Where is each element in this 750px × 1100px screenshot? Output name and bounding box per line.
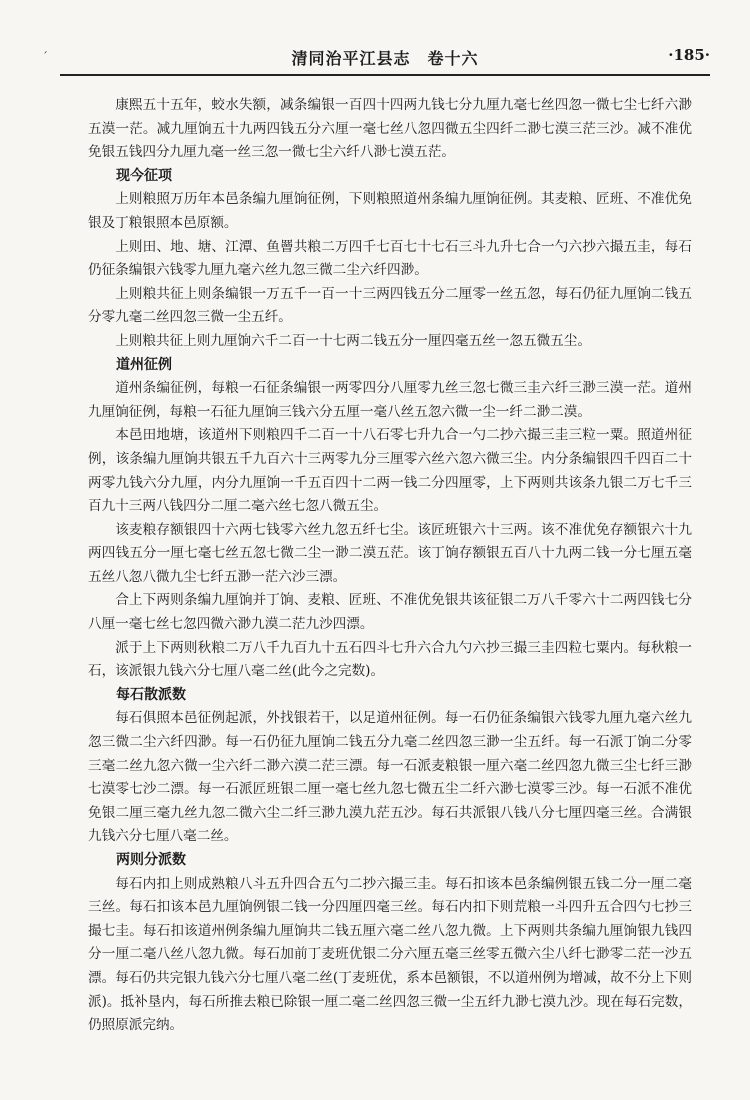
paragraph: 每石俱照本邑征例起派，外找银若干，以足道州征例。每一石仍征条编银六钱零九厘九毫六丝九忽三微二尘六纤四渺。每一石仍征九厘饷二钱五分九毫二丝四忽三渺一尘五纤。每一石派丁饷二分零三毫二丝九忽六微一尘六纤二渺六漠二茫三漂。每一石派麦粮银一厘六毫二丝四忽九微三尘七纤三渺七漠零七沙二漂。每一石派匠班银二厘一毫七丝九忽七微五尘二纤六渺七漠零三沙。每一石派不准优免银二厘三毫九丝九忽二微六尘二纤三渺九漠九茫五沙。每石共派银八钱八分七厘四毫三丝。合满银九钱六分七厘八毫二丝。: [88, 710, 692, 845]
paragraph: 上则粮共征上则条编银一万五千一百一十三两四钱五分二厘零一丝五忽，每石仍征九厘饷二钱五分零九毫二丝四忽三微一尘五纤。: [88, 285, 692, 326]
section-heading: 两则分派数: [116, 852, 186, 868]
paragraph: 上则粮照万历年本邑条编九厘饷征例，下则粮照道州条编九厘饷征例。其麦粮、匠班、不准优免银及丁粮银照本邑原额。: [88, 191, 692, 231]
page-body: [88, 94, 692, 1038]
page-header: [42, 42, 710, 72]
paragraph: 道州条编征例，每粮一石征条编银一两零四分八厘零九丝三忽七微三圭六纤三渺三漠一茫。道州九厘饷征例，每粮一石征九厘饷三钱六分五厘一毫八丝五忽六微一尘一纤二渺二漠。: [88, 380, 692, 420]
section-heading: 现今征项: [116, 167, 172, 184]
paragraph: 派于上下两则秋粮二万八千九百九十五石四斗七升六合九勺六抄三撮三圭四粒七粟内。每秋粮一石，该派银九钱六分七厘八毫二丝(此今之完数)。: [88, 639, 692, 680]
header-rule: [60, 74, 710, 76]
paragraph: 康熙五十五年，蛟水失额，减条编银一百四十四两九钱七分九厘九毫七丝四忽一微七尘七纤六渺五漠一茫。减九厘饷五十九两四钱五分六厘一毫七丝八忽四微五尘四纤二渺七漠三茫三沙。减不准优免银五钱四分九厘九毫一丝三忽一微七尘六纤八渺七漠五茫。: [88, 97, 692, 161]
paragraph: 本邑田地塘，该道州下则粮四千二百一十八石零七升九合一勺二抄六撮三圭三粒一粟。照道州征例，该条编九厘饷共银五千九百六十三两零九分三厘零六丝六忽六微三尘。内分条编银四千四百二十两零九钱六分九厘，内分九厘饷一千五百四十二两一钱二分四厘零，上下两则共该条九银二万七千三百九十三两八钱四分二厘二毫六丝七忽八微五尘。: [88, 427, 692, 515]
page-number: ·185·: [668, 46, 710, 64]
margin-mark: ˊ: [42, 50, 48, 64]
section-heading: 道州征例: [116, 356, 172, 373]
section-heading: 每石散派数: [116, 686, 186, 703]
paragraph: 该麦粮存额银四十六两七钱零六丝九忽五纤七尘。该匠班银六十三两。该不准优免存额银六十九两四钱五分一厘七毫七丝五忽七微二尘一渺二漠五茫。该丁饷存额银五百八十九两二钱一分七厘五毫五丝八忽八微九尘七纤五渺一茫六沙三漂。: [88, 521, 692, 585]
paragraph: 上则田、地、塘、江潭、鱼罾共粮二万四千七百七十七石三斗九升七合一勺六抄六撮五圭，每石仍征条编银六钱零九厘九毫六丝九忽三微二尘六纤四渺。: [88, 238, 692, 279]
page-title: 清同治平江县志 卷十六: [291, 49, 479, 68]
paragraph: 合上下两则条编九厘饷并丁饷、麦粮、匠班、不准优免银共该征银二万八千零六十二两四钱七分八厘一毫七丝七忽四微六渺九漠二茫九沙四漂。: [88, 592, 692, 633]
paragraph: 每石内扣上则成熟粮八斗五升四合五勺二抄六撮三圭。每石扣该本邑条编例银五钱二分一厘二毫三丝。每石扣该本邑九厘饷例银二钱一分四厘四毫三丝。每石内扣下则荒粮一斗四升五合四勺七抄三撮七圭。每石扣该道州例条编九厘饷共二钱五厘六毫二丝八忽九微。上下两则共条编九厘饷银九钱四分一厘二毫八丝八忽九微。每石加前丁麦班优银二分六厘五毫三丝零五微六尘八纤七渺零二茫一沙五漂。每石仍共完银九钱六分七厘八毫二丝(丁麦班优，系本邑额银，不以道州例为增减，故不分上下则派)。抵补垦内，每石所推去粮已除银一厘二毫二丝四忽三微一尘五纤九渺七漠九沙。现在每石完数，仍照原派完纳。: [88, 875, 692, 1034]
paragraph: 上则粮共征上则九厘饷六千二百一十七两二钱五分一厘四毫五丝一忽五微五尘。: [115, 332, 591, 349]
